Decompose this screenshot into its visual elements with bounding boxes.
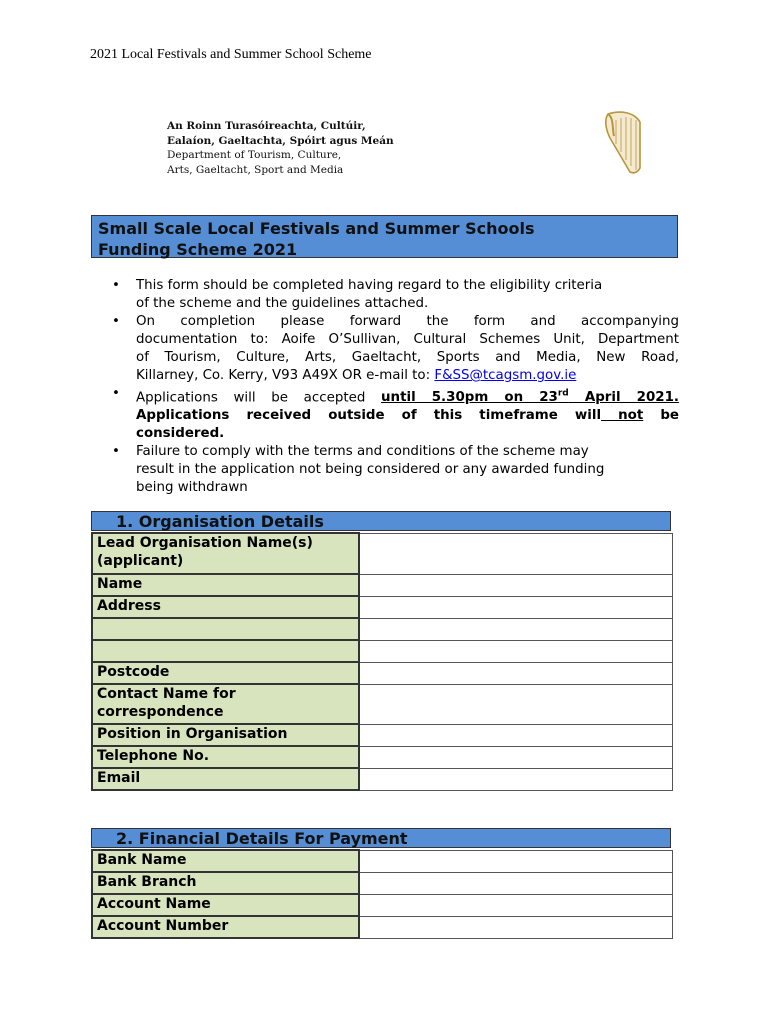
table-row	[92, 662, 673, 684]
form-title-line: Funding Scheme 2021	[98, 240, 298, 259]
section-organisation-heading: 1. Organisation Details	[91, 511, 671, 531]
email-link[interactable]: F&SS@tcagsm.gov.ie	[434, 368, 577, 383]
department-name	[167, 119, 394, 177]
list-item	[112, 443, 679, 497]
list-line-text: be	[643, 408, 680, 424]
field-label: Email	[92, 768, 359, 790]
field-label: Bank Name	[92, 850, 359, 872]
field-label	[92, 640, 359, 662]
email-field[interactable]	[359, 768, 673, 790]
table-row	[92, 916, 673, 938]
organisation-details-table	[91, 532, 673, 791]
table-row	[92, 618, 673, 640]
list-line-text: Applications received outside of this timeframe will	[136, 408, 602, 424]
form-title-line: Small Scale Local Festivals and Summer Schools	[98, 219, 535, 238]
table-row	[92, 872, 673, 894]
address-field[interactable]	[359, 596, 673, 618]
list-line: documentation to: Aoife O’Sullivan, Cultural Schemes Unit, Department	[136, 332, 679, 347]
table-row	[92, 596, 673, 618]
list-line: result in the application not being considered or any awarded funding	[136, 462, 605, 478]
form-title	[91, 215, 678, 258]
table-row	[92, 574, 673, 596]
field-label: Name	[92, 574, 359, 596]
dept-line: Department of Tourism, Culture,	[167, 149, 342, 161]
list-line	[136, 385, 679, 407]
account-name-field[interactable]	[359, 894, 673, 916]
deadline-text	[381, 390, 679, 405]
list-line-text: Applications will be accepted	[136, 390, 382, 406]
table-row	[92, 724, 673, 746]
deadline-suffix: rd	[557, 389, 569, 399]
list-line: • On completion please forward the form and accompanying	[136, 314, 679, 329]
field-label: Lead Organisation Name(s) (applicant)	[92, 533, 359, 574]
section-financial-heading: 2. Financial Details For Payment	[91, 828, 671, 848]
dept-line: Arts, Gaeltacht, Sport and Media	[167, 163, 344, 176]
table-row	[92, 684, 673, 724]
contact-name-field[interactable]	[359, 684, 673, 724]
field-label: Account Number	[92, 916, 359, 938]
field-label: Address	[92, 596, 359, 618]
list-item	[112, 277, 679, 313]
address-line-2-field[interactable]	[359, 618, 673, 640]
running-header: 2021 Local Festivals and Summer School Scheme	[90, 47, 372, 62]
field-label: Bank Branch	[92, 872, 359, 894]
dept-line: An Roinn Turasóireachta, Cultúir,	[167, 120, 366, 132]
table-row	[92, 533, 673, 574]
position-field[interactable]	[359, 724, 673, 746]
table-row	[92, 894, 673, 916]
account-number-field[interactable]	[359, 916, 673, 938]
address-line-3-field[interactable]	[359, 640, 673, 662]
list-line: of the scheme and the guidelines attached.	[136, 296, 429, 311]
instructions-list	[112, 277, 679, 497]
harp-emblem-icon	[600, 108, 645, 178]
list-line: • This form should be completed having regard to the eligibility criteria	[136, 278, 603, 293]
postcode-field[interactable]	[359, 662, 673, 684]
field-label: Position in Organisation	[92, 724, 359, 746]
name-field[interactable]	[359, 574, 673, 596]
list-line: • Failure to comply with the terms and conditions of the scheme may	[136, 444, 589, 460]
field-label: Postcode	[92, 662, 359, 684]
financial-details-table	[91, 849, 673, 939]
list-line: considered.	[136, 426, 225, 442]
emphasis-not: not	[601, 408, 644, 424]
table-row	[92, 640, 673, 662]
list-line: of Tourism, Culture, Arts, Gaeltacht, Sports and Media, New Road,	[136, 350, 679, 365]
field-label: Account Name	[92, 894, 359, 916]
table-row	[92, 850, 673, 872]
field-label: Contact Name for correspondence	[92, 684, 359, 724]
deadline-part: April 2021.	[568, 390, 679, 406]
table-row	[92, 768, 673, 790]
bank-name-field[interactable]	[359, 850, 673, 872]
bank-branch-field[interactable]	[359, 872, 673, 894]
list-line: being withdrawn	[136, 480, 248, 496]
list-line	[136, 367, 679, 385]
field-label	[92, 618, 359, 640]
list-item	[112, 313, 679, 385]
telephone-field[interactable]	[359, 746, 673, 768]
list-line-text: Killarney, Co. Kerry, V93 A49X OR e-mail to:	[136, 368, 435, 383]
deadline-part: until 5.30pm on 23	[381, 390, 558, 406]
table-row	[92, 746, 673, 768]
list-item	[112, 385, 679, 443]
list-line	[136, 407, 679, 425]
lead-organisation-field[interactable]	[359, 533, 673, 574]
field-label: Telephone No.	[92, 746, 359, 768]
dept-line: Ealaíon, Gaeltachta, Spóirt agus Meán	[167, 134, 394, 147]
